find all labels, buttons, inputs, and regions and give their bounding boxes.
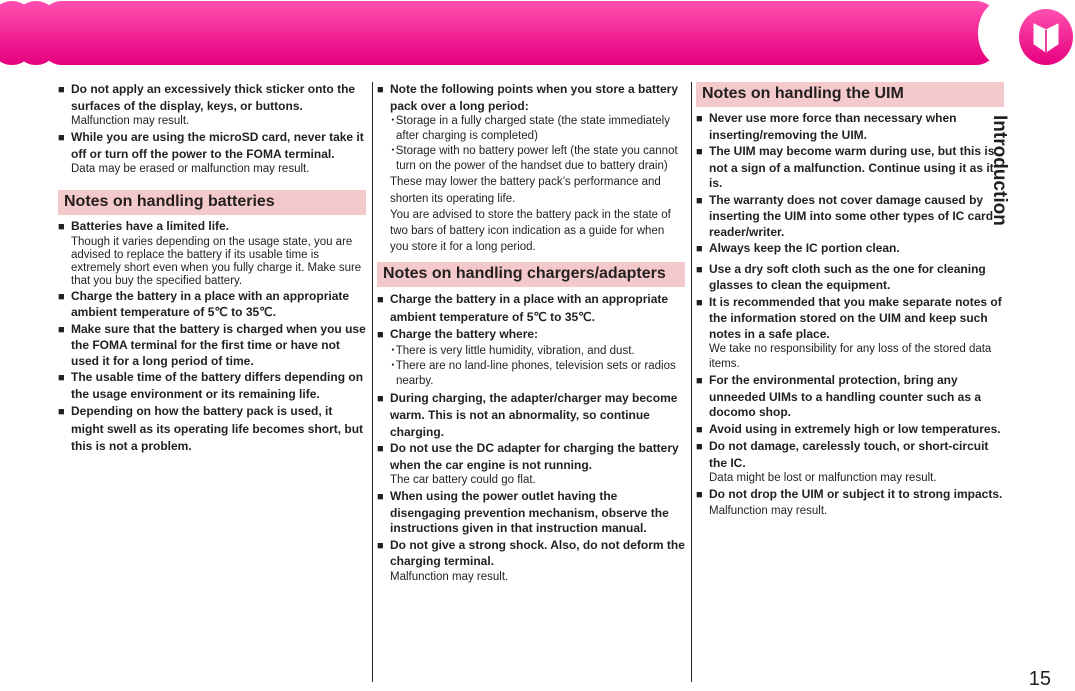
list-item: ■ Note the following points when you store a battery pack over a long period: ･ Storage in a fully charged state (the state immediately after charging is completed) ･ Storage with no battery power left (the state you cannot turn on the power of the handset due to battery drain) These may lower the battery pack’s performance and shorten its operating life. You are advised to store the battery pack in the state of two bars of battery icon indication as a guide for when you store it for a long period. [377,82,685,255]
list-item: ■ Make sure that the battery is charged when you use the FOMA terminal for the first time or have not used it for a long period of time. [58,322,366,370]
column-1 [58,82,366,456]
list-item: ■ The usable time of the battery differs depending on the usage environment or its remaining life. [58,370,366,402]
section-title: Notes on handling batteries [58,190,366,215]
chapter-label: Introduction [989,115,1010,226]
column-2 [377,82,685,586]
list-item: ■ Always keep the IC portion clean. [696,241,1004,258]
column-divider [691,82,692,682]
section-title: Notes on handling chargers/adapters [377,262,685,287]
column-divider [372,82,373,682]
list-item: ■ While you are using the microSD card, never take it off or turn off the power to the FOMA terminal. Data may be erased or malfunction may result. [58,130,366,177]
header-banner [0,0,1075,66]
list-item: ■ When using the power outlet having the disengaging prevention mechanism, observe the instructions given in that instruction manual. [377,489,685,537]
page-number: 15 [1028,668,1051,690]
list-item: ■ Do not apply an excessively thick sticker onto the surfaces of the display, keys, or buttons. Malfunction may result. [58,82,366,129]
list-item: ■ Charge the battery where: ･ There is very little humidity, vibration, and dust. ･ There are no land-line phones, television sets or radios nearby. [377,327,685,389]
list-item: ■ Use a dry soft cloth such as the one for cleaning glasses to clean the equipment. [696,262,1004,294]
list-item: ■ Depending on how the battery pack is used, it might swell as its operating life becomes short, but this is not a problem. [58,403,366,455]
list-item: ■ It is recommended that you make separate notes of the information stored on the UIM and keep such notes in a safe place. We take no responsibility for any loss of the stored data items. [696,295,1004,373]
list-item: ■ The UIM may become warm during use, but this is not a sign of a malfunction. Continue using it as it is. [696,144,1004,192]
list-item: ■ The warranty does not cover damage caused by inserting the UIM into some other types of IC card reader/writer. [696,193,1004,241]
list-item: ■ Do not give a strong shock. Also, do not deform the charging terminal. Malfunction may result. [377,538,685,585]
list-item: ■ During charging, the adapter/charger may become warm. This is not an abnormality, so continue charging. [377,390,685,441]
section-title: Notes on handling the UIM [696,82,1004,107]
column-3 [696,82,1004,520]
list-item: ■ Do not use the DC adapter for charging the battery when the car engine is not running. The car battery could go flat. [377,441,685,488]
list-item: ■ Batteries have a limited life. Though it varies depending on the usage state, you are advised to replace the battery if its usable time is extremely short even when you fully charge it. Make sure that you buy the specified battery. [58,219,366,288]
list-item: ■ For the environmental protection, bring any unneeded UIMs to a handling counter such as a docomo shop. [696,373,1004,421]
list-item: ■ Do not drop the UIM or subject it to strong impacts. Malfunction may result. [696,487,1004,519]
list-item: ■ Never use more force than necessary when inserting/removing the UIM. [696,111,1004,143]
list-item: ■ Charge the battery in a place with an appropriate ambient temperature of 5℃ to 35℃. [58,289,366,321]
list-item: ■ Charge the battery in a place with an appropriate ambient temperature of 5℃ to 35℃. [377,291,685,326]
list-item: ■ Avoid using in extremely high or low temperatures. [696,422,1004,439]
list-item: ■ Do not damage, carelessly touch, or short-circuit the IC. Data might be lost or malfunction may result. [696,439,1004,486]
